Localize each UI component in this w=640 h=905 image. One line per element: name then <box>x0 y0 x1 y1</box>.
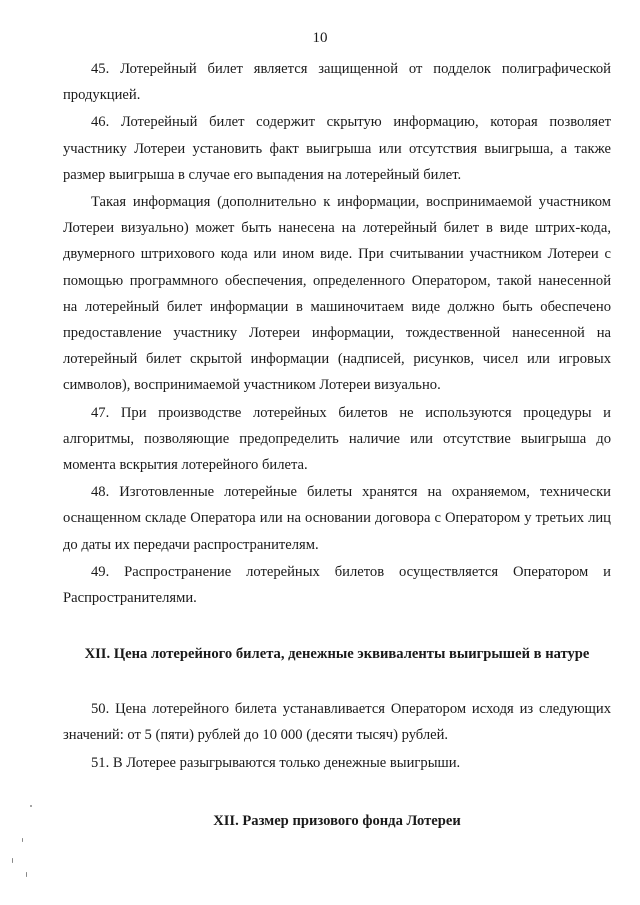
paragraph-46-continued: Такая информация (дополнительно к информации, воспринимаемой участником Лотереи визуально) может быть нанесена на лотерейный билет в виде штрих-кода, двумерного штрихового кода или ином виде. При считывании участником Лотереи с помощью программного обеспечения, определенного Оператором, такой нанесенной на лотерейный билет информации в машиночитаем виде должно быть обеспечено предоставление участнику Лотереи информации, тождественной нанесенной на лотерейный билет скрытой информации (надписей, рисунков, чисел или игровых символов), воспринимаемой участником Лотереи визуально. <box>63 194 611 394</box>
section-spacer <box>63 612 611 640</box>
paragraph-51: 51. В Лотерее разыгрываются только денежные выигрыши. <box>91 754 461 771</box>
section-heading-ticket-price: XII. Цена лотерейного билета, денежные эквиваленты выигрышей в натуре <box>84 646 590 663</box>
scan-speck <box>22 838 23 842</box>
paragraph-46: 46. Лотерейный билет содержит скрытую информацию, которая позволяет участнику Лотереи установить факт выигрыша или отсутствия выигрыша, а также размер выигрыша в случае его выпадения на лотерейный билет. <box>63 114 611 183</box>
paragraph-49: 49. Распространение лотерейных билетов осуществляется Оператором и Распространителями. <box>63 563 611 607</box>
section-spacer <box>63 777 611 807</box>
scan-speck <box>12 858 13 863</box>
paragraph-45: 45. Лотерейный билет является защищенной от подделок полиграфической продукцией. <box>63 61 611 104</box>
paragraph-50: 50. Цена лотерейного билета устанавливается Оператором исходя из следующих значений: от 5 (пяти) рублей до 10 000 (десяти тысяч) рублей. <box>63 701 611 744</box>
paragraph-48: 48. Изготовленные лотерейные билеты хранятся на охраняемом, технически оснащенном складе Оператора или на основании договора с Оператором у третьих лиц до даты их передачи распространителям. <box>63 484 611 553</box>
document-body <box>63 56 611 835</box>
scan-speck <box>30 805 32 807</box>
page-number: 10 <box>312 30 328 46</box>
scan-speck <box>26 872 27 877</box>
section-spacer <box>63 668 611 696</box>
section-heading-prize-fund: XII. Размер призового фонда Лотереи <box>213 812 461 829</box>
paragraph-47: 47. При производстве лотерейных билетов не используются процедуры и алгоритмы, позволяющие предопределить наличие или отсутствие выигрыша до момента вскрытия лотерейного билета. <box>63 404 611 474</box>
